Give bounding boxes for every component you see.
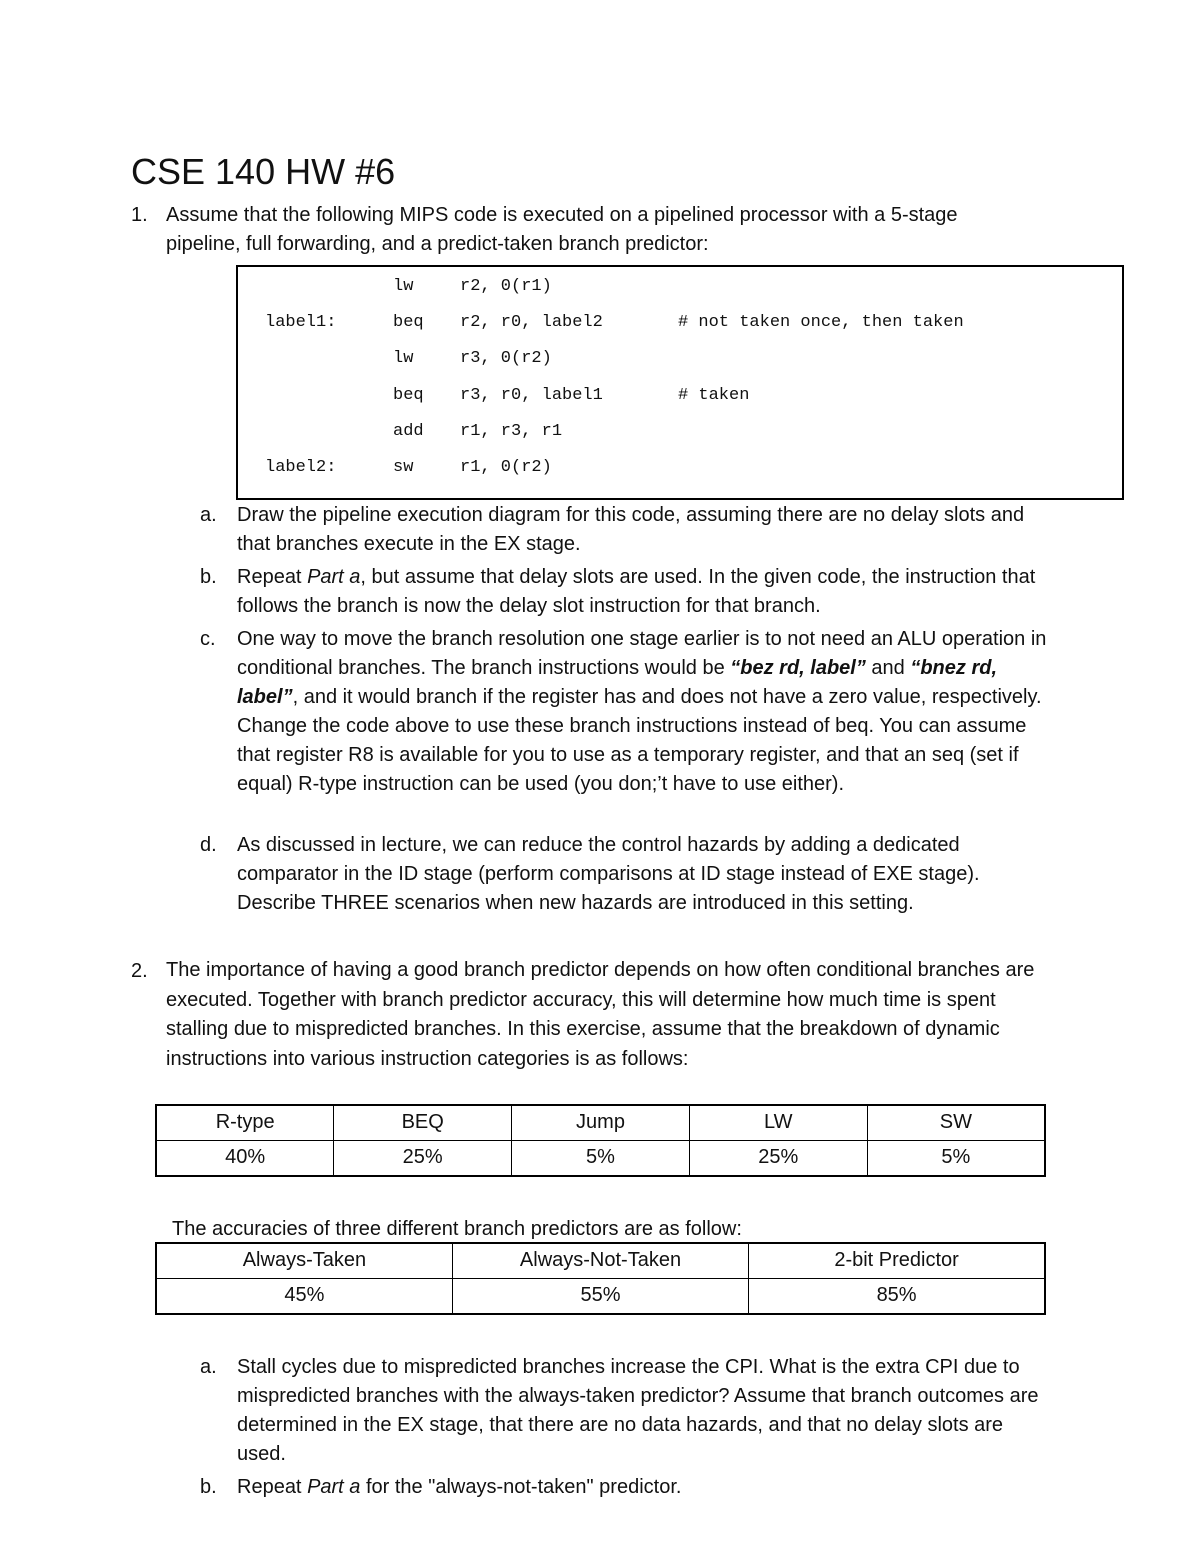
- q2-part-b-post: for the "always-not-taken" predictor.: [360, 1476, 682, 1498]
- code-op: lw: [393, 349, 414, 368]
- mix-header-cell: Jump: [512, 1105, 690, 1140]
- code-label: label1:: [265, 313, 337, 332]
- code-label: label2:: [265, 458, 337, 477]
- predictor-accuracy-table: [155, 1242, 1046, 1315]
- q1-part-b-italic: Part a: [307, 566, 361, 588]
- accuracy-header-cell: Always-Taken: [156, 1243, 452, 1278]
- mix-header-cell: LW: [689, 1105, 867, 1140]
- code-comment: # not taken once, then taken: [678, 313, 964, 332]
- q1-part-c-bez: “bez rd, label”: [730, 657, 866, 679]
- q1-part-d-text: As discussed in lecture, we can reduce the control hazards by adding a dedicated comparator in the ID stage (perform comparisons at ID stage instead of EXE stage). Describe THREE scenarios when new hazards are introduced in this setting.: [237, 834, 980, 914]
- q1-part-b-letter: b.: [200, 566, 217, 588]
- accuracy-header-cell: Always-Not-Taken: [452, 1243, 748, 1278]
- q1-part-c-bnez: “bnez rd, label”: [237, 657, 998, 708]
- accuracy-value-cell: 55%: [452, 1278, 748, 1314]
- accuracy-value-cell: 85%: [749, 1278, 1045, 1314]
- q2-part-b-text: [237, 1473, 1057, 1502]
- question-2-number: 2.: [131, 960, 148, 982]
- code-args: r1, r3, r1: [460, 422, 563, 441]
- code-listing: [236, 265, 1124, 500]
- q1-part-b-pre: Repeat: [237, 566, 308, 588]
- mix-value-cell: 25%: [689, 1140, 867, 1176]
- q1-part-a-text: Draw the pipeline execution diagram for this code, assuming there are no delay slots and that branches execute in the EX stage.: [237, 504, 1025, 555]
- page-title: CSE 140 HW #6: [131, 151, 396, 192]
- mix-value-cell: 5%: [512, 1140, 690, 1176]
- q2-part-b-italic: Part a: [307, 1476, 361, 1498]
- mix-header-cell: BEQ: [334, 1105, 512, 1140]
- q1-part-b-text: [237, 563, 1057, 621]
- code-args: r2, r0, label2: [460, 313, 603, 332]
- mix-value-cell: 40%: [156, 1140, 334, 1176]
- question-1-intro-line-2: pipeline, full forwarding, and a predict-taken branch predictor:: [166, 233, 709, 255]
- q1-part-d-letter: d.: [200, 834, 217, 856]
- code-op: beq: [393, 386, 424, 405]
- code-op: beq: [393, 313, 424, 332]
- code-args: r3, r0, label1: [460, 386, 603, 405]
- q1-part-c-letter: c.: [200, 628, 216, 650]
- q1-part-a-letter: a.: [200, 504, 217, 526]
- mix-header-cell: SW: [867, 1105, 1045, 1140]
- q1-part-c-t3: , and it would branch if the register has and does not have a zero value, respectively. Change the code above to use these branch instructions instead of beq. You can assume that register R8 is available for you to use as a temporary register, and that an seq (set if equal) R-type instruction can be used (you don;’t have to use either).: [237, 686, 1042, 795]
- code-op: add: [393, 422, 424, 441]
- q1-part-c-text: [237, 625, 1057, 799]
- mix-value-cell: 5%: [867, 1140, 1045, 1176]
- q1-part-c-t1: One way to move the branch resolution one stage earlier is to not need an ALU operation in conditional branches. The branch instructions would be: [237, 628, 1047, 679]
- code-args: r2, 0(r1): [460, 277, 552, 296]
- q1-part-b-post: , but assume that delay slots are used. In the given code, the instruction that follows the branch is now the delay slot instruction for that branch.: [237, 566, 1036, 617]
- q2-part-a-text: Stall cycles due to mispredicted branches increase the CPI. What is the extra CPI due to mispredicted branches with the always-taken predictor? Assume that branch outcomes are determined in the EX stage, that there are no data hazards, and that no delay slots are used.: [237, 1356, 1039, 1465]
- mix-value-cell: 25%: [334, 1140, 512, 1176]
- code-comment: # taken: [678, 386, 750, 405]
- question-2-intro: The importance of having a good branch predictor depends on how often conditional branches are executed. Together with branch predictor accuracy, this will determine how much time is spent stalling due to mispredicted branches. In this exercise, assume that the breakdown of dynamic instructions into various instruction categories is as follows:: [166, 959, 1035, 1070]
- code-op: lw: [393, 277, 414, 296]
- q1-part-c-t2: and: [865, 657, 911, 679]
- accuracy-value-cell: 45%: [156, 1278, 452, 1314]
- mix-header-cell: R-type: [156, 1105, 334, 1140]
- question-1-number: 1.: [131, 204, 148, 226]
- code-args: r1, 0(r2): [460, 458, 552, 477]
- code-args: r3, 0(r2): [460, 349, 552, 368]
- code-op: sw: [393, 458, 414, 477]
- q2-part-b-letter: b.: [200, 1476, 217, 1498]
- q2-part-a-letter: a.: [200, 1356, 217, 1378]
- accuracy-header-cell: 2-bit Predictor: [749, 1243, 1045, 1278]
- q2-part-b-pre: Repeat: [237, 1476, 308, 1498]
- accuracy-caption: The accuracies of three different branch predictors are as follow:: [172, 1218, 742, 1240]
- instruction-mix-table: [155, 1104, 1046, 1177]
- question-1-intro-line-1: Assume that the following MIPS code is executed on a pipelined processor with a 5-stage: [166, 204, 958, 226]
